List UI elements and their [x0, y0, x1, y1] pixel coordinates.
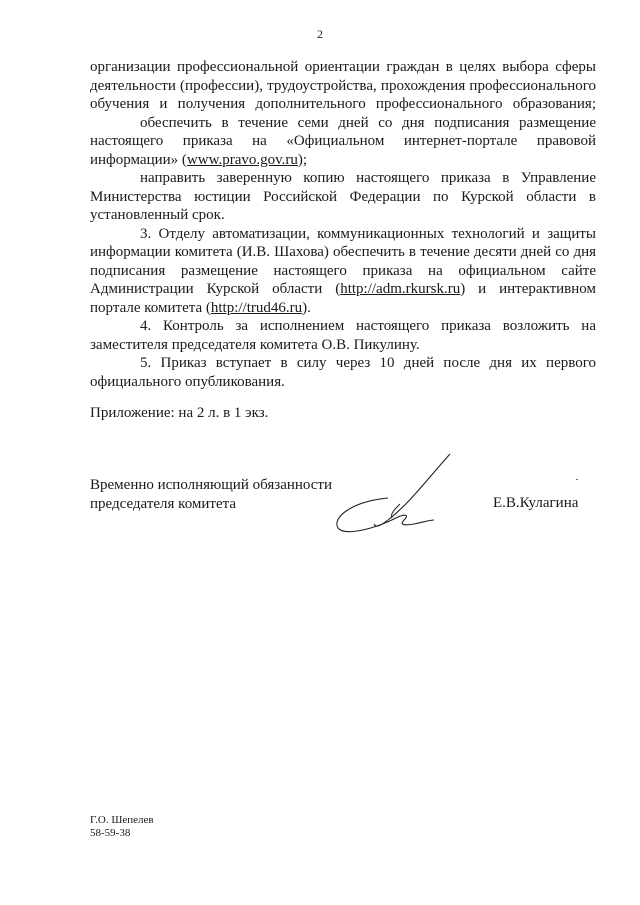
paragraph-text: ). — [302, 299, 311, 316]
executor-name: Г.О. Шепелев — [90, 814, 154, 826]
scan-artifact — [576, 479, 578, 480]
paragraph-item-4: 4. Контроль за исполнением настоящего приказа возложить на заместителя председателя комитета О.В. Пикулину. — [90, 318, 596, 353]
paragraph-send-copy: направить заверенную копию настоящего приказа в Управление Министерства юстиции Российской Федерации по Курской области в установленный срок. — [90, 170, 596, 223]
document-body — [90, 58, 596, 391]
signatory-title-line1: Временно исполняющий обязанности — [90, 477, 333, 493]
signatory-title — [90, 476, 332, 514]
page-number: 2 — [317, 27, 323, 41]
paragraph-text: ); — [297, 151, 308, 168]
link-trud46[interactable]: http://trud46.ru — [210, 299, 303, 316]
handwritten-signature — [330, 448, 470, 540]
link-adm-rkursk[interactable]: http://adm.rkursk.ru — [340, 281, 461, 297]
paragraph-publish-pravo — [90, 114, 596, 170]
executor-phone: 58-59-38 — [90, 827, 131, 839]
paragraph-item-3 — [90, 225, 596, 318]
link-pravo-gov[interactable]: www.pravo.gov.ru — [186, 151, 298, 168]
paragraph-career-guidance: организации профессиональной ориентации граждан в целях выбора сферы деятельности (профессии), трудоустройства, прохождения профессионального обучения и получения дополнительного профессионального образования; — [90, 59, 596, 112]
paragraph-item-5: 5. Приказ вступает в силу через 10 дней после дня их первого официального опубликования. — [90, 355, 596, 390]
paragraph-text: 3. Отделу автоматизации, коммуникационных технологий и защиты информации комитета (И.В. Шахова) обеспечить в течение десяти дней со дня подписания размещение настоящего приказа на официальном сайте Администрации Курской области ( — [90, 225, 596, 297]
signatory-title-line2: председателя комитета — [90, 496, 237, 512]
signatory-name: Е.В.Кулагина — [493, 495, 579, 511]
paragraph-text: ) и интерактивном портале комитета ( — [90, 281, 597, 316]
appendix-note: Приложение: на 2 л. в 1 экз. — [90, 405, 269, 421]
paragraph-text: обеспечить в течение семи дней со дня подписания размещение настоящего приказа на «Официальном интернет-портале правовой информации» ( — [90, 114, 596, 168]
executor-info — [90, 814, 154, 840]
